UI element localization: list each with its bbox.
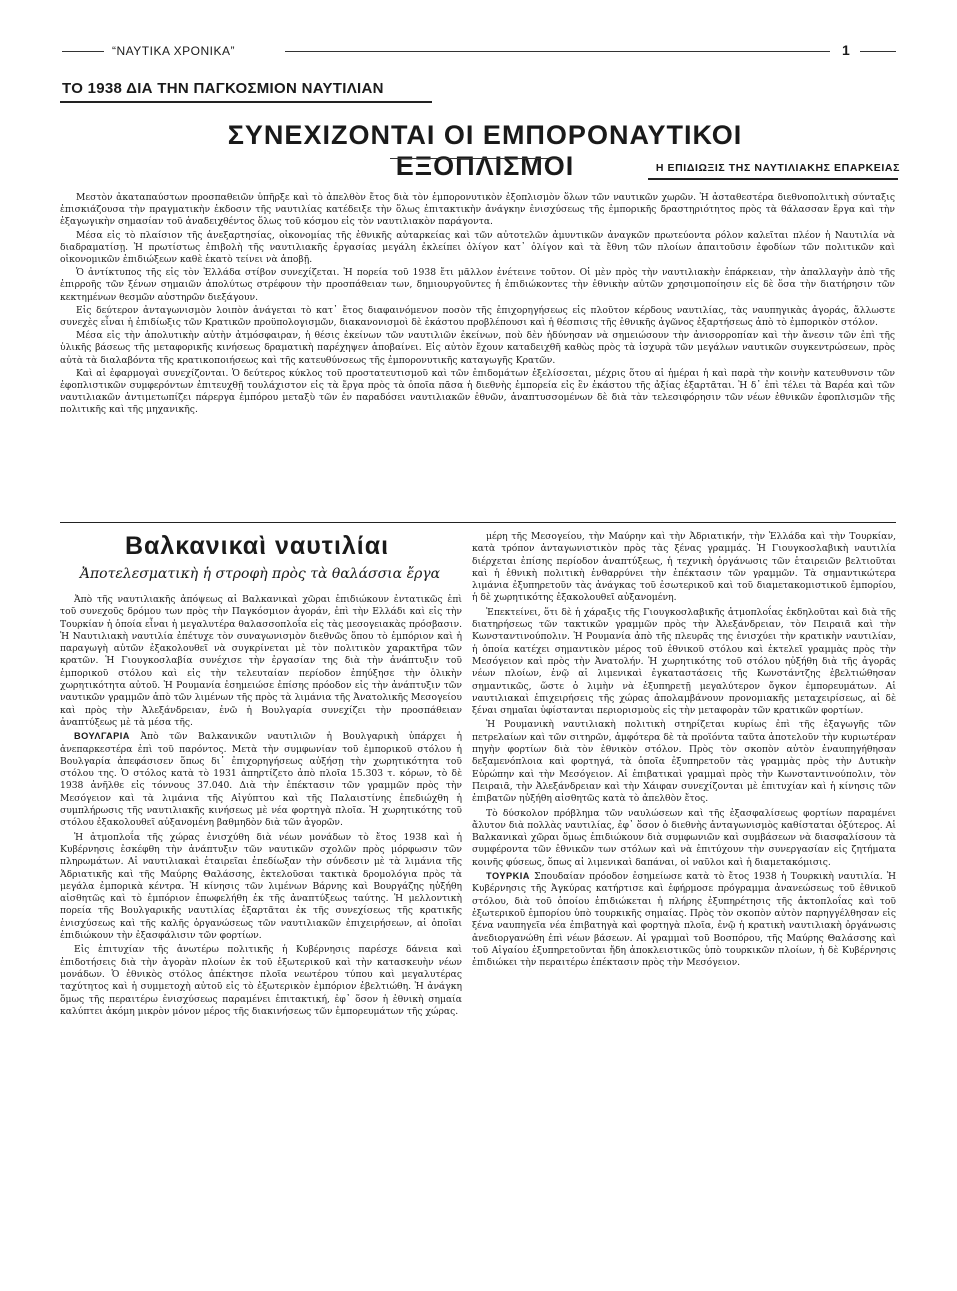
header-rule-mid (285, 51, 830, 52)
paragraph-text: Ἀπὸ τῆς ναυτιλιακῆς ἀπόψεως αἱ Βαλκανικαὶ χῶραι ἐπιδιώκουν ἐντατικῶς ἐπὶ τοῦ συνεχοῦς δρόμου των πρὸς τὴν Παγκόσμιον ἀγοράν, ἐπὶ τὴν Ελλάδι καὶ εἰς τὴν Τουρκίαν ἡ ὁποία εἶναι ἡ μεγαλυτέρα θαλασσοπλοΐα εἰς τὰς μεσογειακὰς πρόσβασιν. Ἡ Ναυτιλιακὴ ναυτιλία ἐπέτυχε τὸν συναγωνισμὸν διεθνῶς ὅπου τὸ ἐμπόριον καὶ ἡ παραγωγὴ αὐτῶν ἐξακολουθεῖ νὰ συγκρίνεται μὲ τὸν πολιτικὸν χαρακτῆρα τῶν κρατῶν. Ἡ Γιουγκοσλαβία συνέχισε τὴν ἐργασίαν της διὰ τὴν ἀνάπτυξιν τοῦ ἐμπορικοῦ στόλου καὶ εἰς τὴν τελευταίαν περίοδον ἐπηύξησε τὴν ὁλικὴν χωρητικότητα αὐτοῦ. Ἡ Ρουμανία ἐσημειώσε ἐπίσης πρόοδον εἰς τὴν ἀνάπτυξιν τῶν ναυτικῶν γραμμῶν ἀπὸ τῶν λιμένων τῆς πρὸς τὰ λιμάνια τῆς Ἀνατολικῆς Μεσογείου καὶ πρὸς τὴν Ἀλεξάνδρειαν, ἐνῶ ἡ Βουλγαρία συνεχίζει τὴν προσπάθειαν ἀναπτύξεως μὲ τὰ μέσα τῆς. (60, 594, 462, 728)
lead-paragraph: Μεστὸν ἀκαταπαύστων προσπαθειῶν ὑπῆρξε καὶ τὸ ἀπελθὸν ἔτος διὰ τὸν ἐμπορονυτικὸν ἐξοπλισμὸν ὅλων τῶν ναυτικῶν χωρῶν. Ἡ ἀσταθεστέρα διεθνοπολιτικὴ σύνταξις ἐπισκιάζουσα τὴν πραγματικὴν ἐκδοσιν τῆς ναυτιλίας κατέδειξε τὴν ὅλως ἐπιτακτικὴν ἀνάγκην ἐνισχύσεως τῆς ἐμπορικῆς δραστηριότητος πρὸς τὰ θάλασσαν ἔργα καὶ τὴν ἐξαγωγικὴν σημασίαν τοῦ ἀναδειχθέντος ὅλως τοῦ κόσμου εἰς τὸν ναυτιλιακὸν παράγοντα. (60, 192, 895, 228)
paragraph-text: Ἡ Ρουμανικὴ ναυτιλιακὴ πολιτικὴ στηρίζεται κυρίως ἐπὶ τῆς ἐξαγωγῆς τῶν πετρελαίων καὶ τῶν σιτηρῶν, ἀμφότερα δὲ τὰ προϊόντα ταῦτα ἀποτελοῦν τὴν κυριωτέραν πηγὴν φορτίων διὰ τὸν ἐθνικὸν στόλον. Πρὸς τὸν σκοπὸν αὐτὸν ἐναυπηγήθησαν δεξαμενόπλοια καὶ φορτηγά, τὰ ὁποῖα ἐξυπηρετοῦν τὰς γραμμὰς πρὸς τὴν Δυτικὴν Εὐρώπην καὶ τὴν Μεσόγειον. Αἱ ἐπιβατικαὶ γραμμαὶ πρὸς τὴν Κωνσταντινούπολιν, τὸν Πειραιᾶ, τὴν Ἀλεξάνδρειαν καὶ τὴν Χάιφαν συνεχίζονται μὲ ἐπιτυχίαν καὶ ἡ κίνησις τῶν ἐπιβατῶν ηὐξήθη αἰσθητῶς κατὰ τὸ ἀπελθὸν ἔτος. (472, 719, 896, 805)
column-paragraph (472, 530, 896, 605)
paragraph-text: μέρη τῆς Μεσογείου, τὴν Μαύρην καὶ τὴν Ἀδριατικήν, τὴν Ἑλλάδα καὶ τὴν Τουρκίαν, κατὰ τρόπον ἀνταγωνιστικὸν πρὸς τὰς ξένας γραμμάς. Ἡ Γιουγκοσλαβικὴ ναυτιλία διέρχεται ἐπίσης περίοδον ἀναπτύξεως, ἡ τεχνικὴ ὀργάνωσις τῶν ἑταιρειῶν βελτιοῦται καὶ ἡ ἐθνικὴ πολιτικὴ ἐνθαρρύνει τὴν ἐπέκτασιν τῶν γραμμῶν. Τὰ σημαντικώτερα λιμάνια ἐξυπηρετοῦν τὰς ἀνάγκας τοῦ ἐσωτερικοῦ καὶ τοῦ διαμετακομιστικοῦ ἐμπορίου, ἡ δὲ χωρητικότης ἐξακολουθεῖ αὐξανομένη. (472, 531, 896, 604)
section-divider (60, 522, 896, 523)
paragraph-text: Ἡ ἀτμοπλοΐα τῆς χώρας ἐνισχύθη διὰ νέων μονάδων τὸ ἔτος 1938 καὶ ἡ Κυβέρνησις ἐσκέφθη τὴν ἀνάπτυξιν τῶν ναυτικῶν σχολῶν πρὸς μόρφωσιν τῶν πληρωμάτων. Αἱ ναυτιλιακαὶ ἑταιρεῖαι ἐπεδίωξαν τὴν σύνδεσιν μὲ τὰ λιμάνια τῆς Ἀδριατικῆς καὶ τῆς Μαύρης Θαλάσσης, ἐκτελοῦσαι τακτικὰ δρομολόγια πρὸς τὰ μεγάλα ἐμπορικὰ κέντρα. Ἡ κίνησις τῶν λιμένων Βάρνης καὶ Βουργάζης ηὐξήθη αἰσθητῶς καὶ τὸ ἐμπόριον ἐπωφελήθη ἐκ τῆς ἀναπτύξεως ταύτης. Ἡ μελλοντικὴ πορεία τῆς Βουλγαρικῆς ναυτιλίας ἐξαρτᾶται ἐκ τῆς συνεχίσεως τῆς κρατικῆς ἐνισχύσεως καὶ τῆς καλῆς ὀργανώσεως τῶν ναυτιλιακῶν ἐπιχειρήσεων, αἱ ὁποῖαι ἐπιδιώκουν τὴν ἐξασφάλισιν τῶν φορτίων. (60, 831, 462, 942)
lead-paragraph: Μέσα εἰς τὴν ἀπολυτικὴν αὐτὴν ἀτμόσφαιραν, ἡ θέσις ἐκείνων τῶν ναυτιλιῶν ἐκείνων, ποὺ δὲν ἠδύνησαν νὰ σημειώσουν τὴν ἀνισορροπίαν καὶ τὴν ἄνεσιν τῶν ἐπὶ τῆς ὑλικῆς βάσεως τῆς μεταφορικῆς κινήσεως δραματικὴ παρέχηψεν ἀποβαίνει. Εἰς αὐτὸν ἔχουν καταδειχθῆ καθὼς πρὸς τὰ ἰσχυρὰ τῶν μεγάλων ναυτικῶν συγκεντρώσεων, πρὸς αὐτὰ τὰ διαλαβόντα τῆς κρατικοποιήσεως καὶ τῆς κατευθύνσεως τῆς ἐμπορονυτικῆς καταγωγῆς Κρατῶν. (60, 330, 895, 366)
kicker-underline (60, 101, 432, 103)
lead-paragraph: Ὁ ἀντίκτυπος τῆς εἰς τὸν Ἑλλάδα στίβον συνεχίζεται. Ἡ πορεία τοῦ 1938 ἔτι μᾶλλον ἐνέτεινε τοῦτον. Οἱ μὲν πρὸς τὴν ναυτιλιακὴν ἐπάρκειαν, τὴν ἀπαλλαγὴν ἀπὸ τῆς ἐπιρροῆς τῶν ξένων σημαιῶν ἀπολύτως στρέφουν τὴν προσπάθειαν των, δημιουργοῦντες ἡ ἐπιδιώκοντες τὴν ἐθνικὴν αὐτῶν χρησιμοποίησιν εἰς δὲ ὅσα τὴν διατήρησιν τῶν κεκτημένων θεσμῶν αὐστηρῶν διεξάγουν. (60, 267, 895, 303)
column-paragraph (472, 606, 896, 718)
left-column (60, 593, 462, 1019)
main-headline: ΣΥΝΕΧΙΖΟΝΤΑΙ ΟΙ ΕΜΠΟΡΟΝΑΥΤΙΚΟΙ ΕΞΟΠΛΙΣΜΟΙ (227, 120, 743, 181)
column-paragraph (60, 730, 462, 829)
page-number: 1 (842, 42, 850, 58)
right-column (472, 530, 896, 970)
kicker-heading: ΤΟ 1938 ΔΙΑ ΤΗΝ ΠΑΓΚΟΣΜΙΟΝ ΝΑΥΤΙΛΙΑΝ (62, 80, 384, 97)
column-paragraph (472, 870, 896, 969)
paragraph-text: Τὸ δύσκολον πρόβλημα τῶν ναυλώσεων καὶ τῆς ἐξασφαλίσεως φορτίων παραμένει ἄλυτον διὰ πολλὰς ναυτιλίας, ἐφ᾽ ὅσον ὁ διεθνὴς ἀνταγωνισμὸς καθίσταται ὀξύτερος. Αἱ Βαλκανικαὶ χῶραι ὅμως ἐπιδιώκουν διὰ συμφωνιῶν καὶ συμβάσεων νὰ διασφαλίσουν τὰ συμφέροντα τῶν ἐθνικῶν των στόλων καὶ νὰ ἐπιτύχουν τὴν συνεργασίαν εἰς ζητήματα κοινῆς φύσεως, ὅπως αἱ λιμενικαὶ δαπάναι, οἱ ναῦλοι καὶ ἡ διαμετακόμισις. (472, 807, 896, 868)
column-paragraph (472, 807, 896, 869)
column-paragraph (60, 831, 462, 943)
header-rule-right (860, 51, 896, 52)
column-paragraph (472, 718, 896, 805)
publication-name: “ΝΑΥΤΙΚΑ ΧΡΟΝΙΚΑ” (112, 44, 235, 58)
country-label: ΒΟΥΛΓΑΡΙΑ (74, 731, 130, 742)
lead-article (60, 192, 895, 418)
paragraph-text: Ἀπὸ τῶν Βαλκανικῶν ναυτιλιῶν ἡ Βουλγαρικὴ ὑπάρχει ἡ ἀνεπαρκεστέρα ἐπὶ τοῦ παρόντος. Μετὰ τὴν συμφωνίαν τοῦ ἐμπορικοῦ στόλου ἡ Βουλγαρία ἀπεφάσισεν ὅπως δι᾽ ἐπιχορηγήσεως αὐξήσῃ τὴν χωρητικότητα τοῦ στόλου της. Ὁ στόλος κατὰ τὸ 1931 ἀπηρτίζετο ἀπὸ πλοῖα 15.303 τ. κόρων, τὸ δὲ 1938 ἀνῆλθε εἰς τόννους 37.040. Διὰ τὴν ἐπέκτασιν τῶν γραμμῶν πρὸς τὴν Μεσόγειον καὶ τὰ λιμάνια τῆς Αἰγύπτου καὶ τῆς Παλαιστίνης ἐπεδιώχθη ἡ συμπλήρωσις τῆς ναυτιλιακῆς κινήσεως μὲ νέα φορτηγὰ πλοῖα. Ἡ χωρητικότης τοῦ στόλου ἐξακολουθεῖ αὐξανομένη βαθμηδὸν διὰ τῶν ἀγορῶν. (60, 731, 462, 829)
column-paragraph (60, 943, 462, 1018)
section-title: Βαλκανικαὶ ναυτιλίαι (124, 532, 390, 560)
lead-paragraph: Εἰς δεύτερον ἀνταγωνισμὸν λοιπὸν ἀνάγεται τὸ κατ᾽ ἔτος διαφαινόμενον ποσὸν τῆς ἐπιχορηγήσεως εἰς πλοῦτον κέρδους ναυτιλίας, τὰς ναυπηγικὰς ἀγοράς, ἄλλωστε συνεχὲς εἶναι ἡ ἐπιδίωξις τῶν Κρατικῶν προϋπολογισμῶν, διακανονισμοὶ δὲ ἐκάστου προβλέπουσι καὶ ἡ θέσπισις τῆς ἐθνικῆς ἀγῶνος ἐξαρτήσεως ἀπὸ τὸ ἐμπορικὸν στόλον. (60, 304, 895, 329)
paragraph-text: Εἰς ἐπιτυχίαν τῆς ἀνωτέρω πολιτικῆς ἡ Κυβέρνησις παρέσχε δάνεια καὶ ἐπιδοτήσεις διὰ τὴν ἀγορὰν πλοίων ἐκ τοῦ ἐξωτερικοῦ καὶ τὴν κατασκευὴν νέων μονάδων. Ὁ ἐθνικὸς στόλος ἀπέκτησε πλοῖα νεωτέρου τύπου καὶ μεγαλυτέρας ταχύτητος καὶ ἡ συμμετοχὴ αὐτοῦ εἰς τὸ ἐξωτερικὸν ἐμπόριον ἐβελτιώθη. Ἡ ἀνάγκη ὅμως τῆς περαιτέρω ἐνισχύσεως παραμένει ἐπιτακτική, ἐφ᾽ ὅσον ἡ ἐθνικὴ σημαία καλύπτει ἀκόμη μικρὸν μόνον μέρος τῆς διακινήσεως τῶν ἐμπορευμάτων τῆς χώρας. (60, 944, 462, 1017)
headline-rule (390, 158, 560, 159)
subtitle-underline (648, 178, 898, 180)
section-subtitle: Ἀποτελεσματικὴ ἡ στροφὴ πρὸς τὰ θαλάσσια ἔργα (79, 566, 441, 582)
header-rule-left (62, 51, 104, 52)
article-subtitle: Η ΕΠΙΔΙΩΞΙΣ ΤΗΣ ΝΑΥΤΙΛΙΑΚΗΣ ΕΠΑΡΚΕΙΑΣ (655, 162, 900, 174)
paragraph-text: Σπουδαίαν πρόοδον ἐσημείωσε κατὰ τὸ ἔτος 1938 ἡ Τουρκικὴ ναυτιλία. Ἡ Κυβέρνησις τῆς Ἀγκύρας κατήρτισε καὶ ἐφήρμοσε πρόγραμμα ἀνανεώσεως τοῦ ἐθνικοῦ στόλου, διὰ τοῦ ὁποίου ἐπιδιώκεται ἡ πλήρης ἐξυπηρέτησις τῆς ἀκτοπλοΐας καὶ τοῦ ἐξωτερικοῦ ἐμπορίου ὑπὸ τουρκικῆς σημαίας. Πρὸς τὸν σκοπὸν αὐτὸν παρηγγέλθησαν εἰς ξένα ναυπηγεῖα νέα ἐπιβατηγὰ καὶ φορτηγὰ πλοῖα, ἐνῷ ἡ κρατικὴ ναυτιλιακὴ ὀργάνωσις ἀνεδιοργανώθη ἐπὶ νέων βάσεων. Αἱ γραμμαὶ τοῦ Βοσπόρου, τῆς Μαύρης Θαλάσσης καὶ τοῦ Αἰγαίου ἐξυπηρετοῦνται ἤδη ἀποκλειστικῶς ὑπὸ τουρκικῶν πλοίων, ἡ δὲ Κυβέρνησις ἐπιδιώκει τὴν περαιτέρω ἐπέκτασιν πρὸς τὴν Μεσόγειον. (472, 871, 896, 969)
lead-paragraph: Μέσα εἰς τὸ πλαίσιον τῆς ἀνεξαρτησίας, οἰκονομίας τῆς ἐθνικῆς αὐταρκείας καὶ τῶν αὐτοτελῶν ἀμυντικῶν ἀναγκῶν πρωτεύοντα ρόλον καλεῖται πλέον ἡ Ναυτιλία νὰ διαδραματίσῃ. Ἡ πρωτίστως ἐπιβολὴ τῆς ναυτιλιακῆς ἐργασίας μεγάλη ἐκλείπει ὀλίγον κατ᾽ ὀλίγον καὶ τὰ ἔθνη τῶν πλοίων ἀπαιτοῦσιν ἐφοδίων τῶν πολιτικῶν καὶ οἰκονομικῶν ἐπιδιώξεων καθὲ ἑκατὸ τείνει νὰ ἀποβῇ. (60, 229, 895, 266)
lead-paragraph: Καὶ αἱ ἐφαρμογαὶ συνεχίζονται. Ὁ δεύτερος κύκλος τοῦ προστατευτισμοῦ καὶ τῶν ἐπιδομάτων ἐξελίσσεται, μέχρις ὅτου αἱ ἡμέραι ἡ καὶ παρὰ τὴν κοινὴν κατευθυνσιν τῶν ἐφοπλιστικῶν συμφερόντων ἐπιτευχθῇ τουλάχιστον εἰς τὰ ἔργα πρὸς τὰ ὁποῖα πᾶσα ἡ διεθνὴς ἐμπορεία εἰς ἓν ἑκάστου τῆς ἀξίας ἐξαρτᾶται. Ἠ δ᾽ ἐπὶ τέλει τὰ Βαρέα καὶ τῶν ναυτιλιακῶν ἀντιμετωπίζει πάρεργα ἐμπόρου μεταξὺ τῶν ἐν παραδόσει ναυτιλιακῶν ἐθνῶν, ἀναπτυσσομένων δὲ διὰ τὰν τελεσιφόρησιν τῶν νέων ἐθνικῶν ἐφοπλισμῶν τῆς πολιτικῆς καὶ τῆς μηχανικῆς. (60, 367, 895, 416)
paragraph-text: Ἐπεκτείνει, ὅτι δὲ ἡ χάραξις τῆς Γιουγκοσλαβικῆς ἀτμοπλοΐας ἐκδηλοῦται καὶ διὰ τῆς διατηρήσεως τῶν τακτικῶν γραμμῶν πρὸς τὴν Ἀλεξάνδρειαν, τὸν Πειραιᾶ καὶ τὴν Κωνσταντινούπολιν. Ἡ Ρουμανία ἀπὸ τῆς πλευρᾶς της ἐνισχύει τὴν κρατικὴν ναυτιλίαν, ἡ ὁποία κατέχει σημαντικὸν μέρος τοῦ ἐθνικοῦ στόλου καὶ ἐκτελεῖ γραμμὰς πρὸς τὴν Μεσόγειον καὶ πρὸς τὴν Ἀνατολήν. Ἡ χωρητικότης τοῦ στόλου ηὐξήθη διὰ τῆς ἀγορᾶς νέων πλοίων, ἐνῷ αἱ λιμενικαὶ ἐγκαταστάσεις τῆς Κωνστάντζης ἐβελτιώθησαν σημαντικῶς, ὥστε ὁ λιμὴν νὰ ἐξυπηρετῇ μεγαλύτερον ὄγκον ἐμπορευμάτων. Αἱ ναυτιλιακαὶ ἐπιχειρήσεις τῆς χώρας ἀπολαμβάνουν προνομιακῆς μεταχειρίσεως, αἱ δὲ ξέναι σημαῖαι ὑφίστανται περιορισμοὺς εἰς τὴν μεταφορὰν τῶν κρατικῶν φορτίων. (472, 606, 896, 717)
country-label: ΤΟΥΡΚΙΑ (486, 871, 530, 882)
column-paragraph (60, 593, 462, 729)
